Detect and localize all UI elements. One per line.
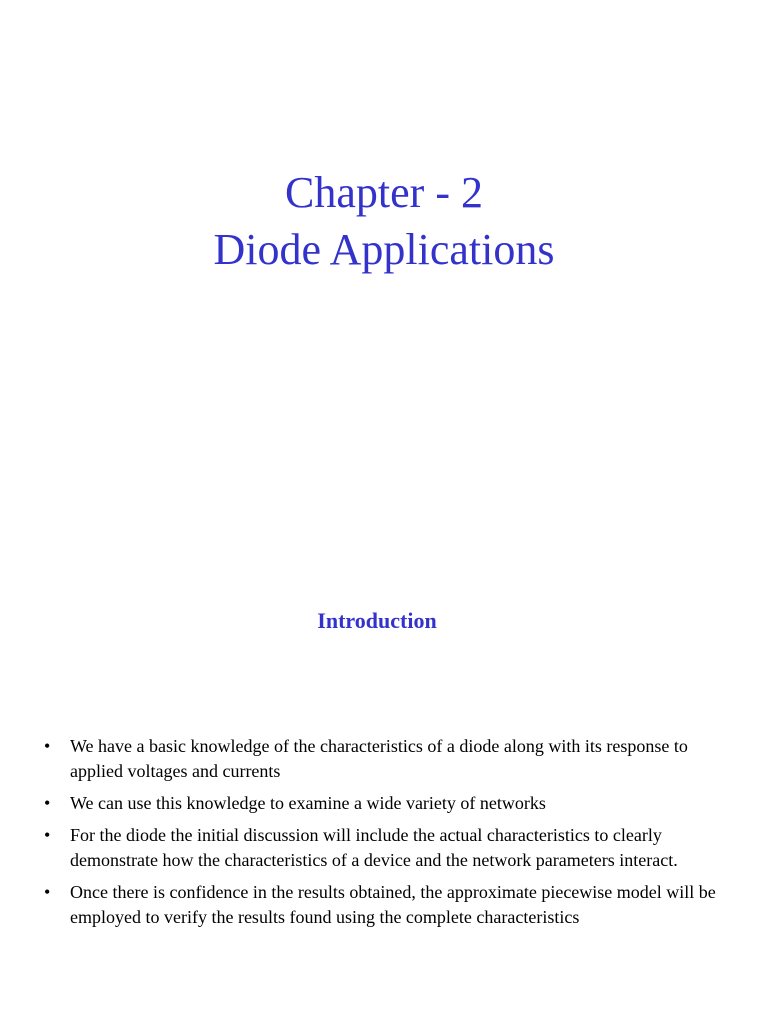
list-item [44,734,734,784]
bullet-icon: • [44,825,51,845]
bullet-icon: • [44,793,51,813]
bullet-text: Once there is confidence in the results obtained, the approximate piecewise model will be employed to verify the results found using the complete characteristics [70,882,716,927]
list-item [44,791,734,816]
bullet-text: We can use this knowledge to examine a wide variety of networks [70,793,546,813]
chapter-title [0,164,768,278]
chapter-name: Diode Applications [213,225,555,274]
list-item [44,823,734,873]
bullet-text: We have a basic knowledge of the characteristics of a diode along with its response to applied voltages and currents [70,736,688,781]
list-item [44,880,734,930]
section-heading-introduction: Introduction [317,608,437,633]
bullet-icon: • [44,736,51,756]
bullet-icon: • [44,882,51,902]
bullet-list [44,734,734,937]
bullet-text: For the diode the initial discussion will include the actual characteristics to clearly demonstrate how the characteristics of a device and the network parameters interact. [70,825,678,870]
chapter-number: Chapter - 2 [285,168,483,217]
